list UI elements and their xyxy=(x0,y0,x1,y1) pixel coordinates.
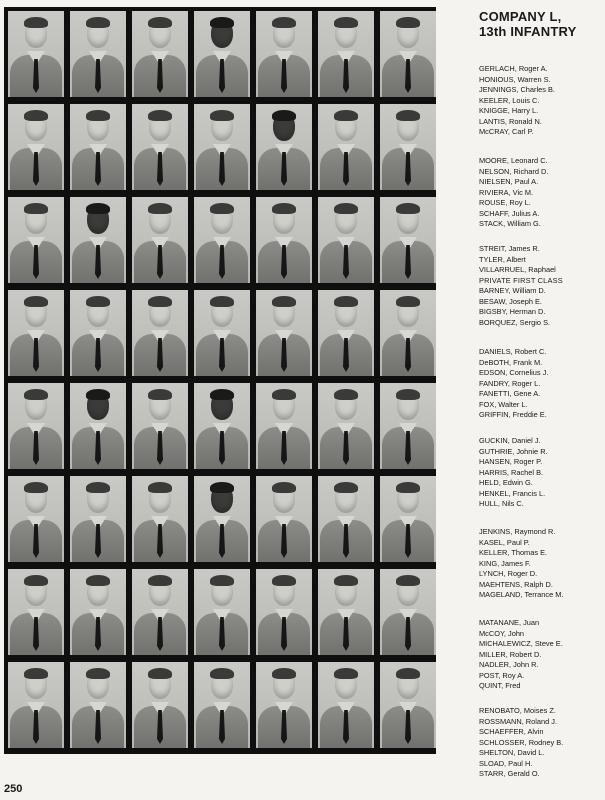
roster-name: FOX, Walter L. xyxy=(479,399,528,409)
roster-name: LYNCH, Roger D. xyxy=(479,569,538,578)
portrait-photo xyxy=(194,476,250,562)
portrait-photo xyxy=(194,104,250,190)
roster-name: STREIT, James R. xyxy=(479,244,540,253)
portrait-photo xyxy=(380,290,436,376)
roster-name: ROUSE, Roy L. xyxy=(479,198,531,207)
portrait-photo xyxy=(132,569,188,655)
title-line-unit: 13th INFANTRY xyxy=(479,24,577,39)
portrait-grid xyxy=(4,7,436,754)
roster-name: GRIFFIN, Freddie E. xyxy=(479,410,547,419)
portrait-photo xyxy=(70,662,126,748)
portrait-photo xyxy=(256,476,312,562)
rank-heading: PRIVATE FIRST CLASS xyxy=(479,275,563,285)
page-number: 250 xyxy=(4,783,23,795)
portrait-photo xyxy=(8,197,64,283)
roster-group xyxy=(479,64,555,138)
portrait-photo xyxy=(380,383,436,469)
roster-name: HARRIS, Rachel B. xyxy=(479,467,544,477)
roster-name: BARNEY, William D. xyxy=(479,286,546,295)
roster-name: MOORE, Leonard C. xyxy=(479,156,548,165)
roster-name: POST, Roy A. xyxy=(479,670,525,680)
portrait-photo xyxy=(380,197,436,283)
portrait-photo xyxy=(318,11,374,97)
roster-name: RENOBATO, Moises Z. xyxy=(479,706,556,715)
portrait-photo xyxy=(132,662,188,748)
portrait-photo xyxy=(132,476,188,562)
portrait-photo xyxy=(8,11,64,97)
portrait-photo xyxy=(132,290,188,376)
roster-name: STARR, Gerald O. xyxy=(479,769,540,778)
portrait-photo xyxy=(132,104,188,190)
portrait-photo xyxy=(70,476,126,562)
portrait-photo xyxy=(318,383,374,469)
roster-name: BORQUEZ, Sergio S. xyxy=(479,317,551,327)
roster-name: SHELTON, David L. xyxy=(479,748,545,757)
roster-name: MICHALEWICZ, Steve E. xyxy=(479,639,563,648)
portrait-photo xyxy=(256,383,312,469)
roster-group xyxy=(479,527,563,601)
portrait-photo xyxy=(132,383,188,469)
portrait-photo xyxy=(132,11,188,97)
title-line-company: COMPANY L, xyxy=(479,9,562,24)
roster-name: KEELER, Louis C. xyxy=(479,95,540,105)
roster-name: FANETTI, Gene A. xyxy=(479,389,541,398)
roster-name: SCHAFF, Julius A. xyxy=(479,208,540,218)
portrait-photo xyxy=(8,662,64,748)
portrait-photo xyxy=(8,383,64,469)
portrait-photo xyxy=(70,383,126,469)
portrait-photo xyxy=(8,476,64,562)
portrait-photo xyxy=(194,569,250,655)
roster-group xyxy=(479,156,548,230)
portrait-photo xyxy=(70,197,126,283)
roster-group xyxy=(479,706,563,780)
portrait-photo xyxy=(318,197,374,283)
roster-group xyxy=(479,436,548,510)
roster-name: TYLER, Albert xyxy=(479,254,526,264)
roster-name: SLOAD, Paul H. xyxy=(479,758,533,768)
roster-name: DeBOTH, Frank M. xyxy=(479,357,543,367)
roster-name: GERLACH, Roger A. xyxy=(479,64,548,73)
roster-group xyxy=(479,347,548,421)
roster-name: HULL, Nils C. xyxy=(479,499,524,508)
portrait-photo xyxy=(8,569,64,655)
roster-name: HANSEN, Roger P. xyxy=(479,457,543,466)
portrait-photo xyxy=(8,104,64,190)
portrait-photo xyxy=(318,662,374,748)
portrait-photo xyxy=(8,290,64,376)
roster-group xyxy=(479,618,563,692)
portrait-photo xyxy=(194,197,250,283)
portrait-photo xyxy=(380,104,436,190)
portrait-photo xyxy=(380,569,436,655)
roster-name: MAEHTENS, Ralph D. xyxy=(479,579,553,589)
roster-name: QUINT, Fred xyxy=(479,681,521,690)
portrait-photo xyxy=(380,662,436,748)
portrait-photo xyxy=(256,569,312,655)
roster-name: HELD, Edwin G. xyxy=(479,478,533,487)
portrait-photo xyxy=(318,104,374,190)
roster-name: KELLER, Thomas E. xyxy=(479,548,548,557)
roster-name: MILLER, Robert D. xyxy=(479,649,542,659)
portrait-photo xyxy=(318,290,374,376)
roster-name: KASEL, Paul P. xyxy=(479,537,530,547)
portrait-photo xyxy=(318,569,374,655)
portrait-photo xyxy=(256,11,312,97)
portrait-photo xyxy=(194,383,250,469)
roster-name: McCOY, John xyxy=(479,628,525,638)
roster-name: NELSON, Richard D. xyxy=(479,166,549,176)
roster-name: JENNINGS, Charles B. xyxy=(479,85,555,94)
roster-name: NIELSEN, Paul A. xyxy=(479,177,539,186)
roster-name: DANIELS, Robert C. xyxy=(479,347,547,356)
roster-name: HENKEL, Francis L. xyxy=(479,488,546,498)
roster-name: GUTHRIE, Johnie R. xyxy=(479,446,548,456)
portrait-photo xyxy=(256,197,312,283)
roster-name: BESAW, Joseph E. xyxy=(479,296,542,306)
portrait-photo xyxy=(70,290,126,376)
roster-name: MATANANE, Juan xyxy=(479,618,540,627)
roster-name: SCHLOSSER, Rodney B. xyxy=(479,737,564,747)
portrait-photo xyxy=(256,662,312,748)
roster-name: SCHAEFFER, Alvin xyxy=(479,727,544,736)
roster-name: MAGELAND, Terrance M. xyxy=(479,590,564,599)
portrait-photo xyxy=(380,11,436,97)
roster-group xyxy=(479,244,563,328)
portrait-photo xyxy=(256,290,312,376)
roster-name: JENKINS, Raymond R. xyxy=(479,527,556,536)
roster-name: NADLER, John R. xyxy=(479,660,539,669)
portrait-photo xyxy=(194,290,250,376)
portrait-photo xyxy=(70,11,126,97)
portrait-photo xyxy=(70,104,126,190)
roster-name: HONIOUS, Warren S. xyxy=(479,74,551,84)
roster-name: STACK, William G. xyxy=(479,219,541,228)
portrait-photo xyxy=(380,476,436,562)
portrait-photo xyxy=(194,662,250,748)
roster-name: GUCKIN, Daniel J. xyxy=(479,436,541,445)
portrait-photo xyxy=(70,569,126,655)
portrait-photo xyxy=(132,197,188,283)
roster-name: BIGSBY, Herman D. xyxy=(479,307,546,316)
roster-name: McCRAY, Carl P. xyxy=(479,127,534,136)
roster-name: ROSSMANN, Roland J. xyxy=(479,716,558,726)
roster-name: LANTIS, Ronald N. xyxy=(479,116,542,126)
roster-name: FANDRY, Roger L. xyxy=(479,378,541,388)
roster-name: VILLARRUEL, Raphael xyxy=(479,265,556,274)
roster-name: EDSON, Cornelius J. xyxy=(479,368,549,377)
roster-name: KNIGGE, Harry L. xyxy=(479,106,539,115)
portrait-photo xyxy=(318,476,374,562)
portrait-photo xyxy=(256,104,312,190)
page-title xyxy=(479,9,603,39)
roster-name: RIVIERA, Vic M. xyxy=(479,187,534,197)
portrait-photo xyxy=(194,11,250,97)
roster-name: KING, James F. xyxy=(479,558,531,568)
